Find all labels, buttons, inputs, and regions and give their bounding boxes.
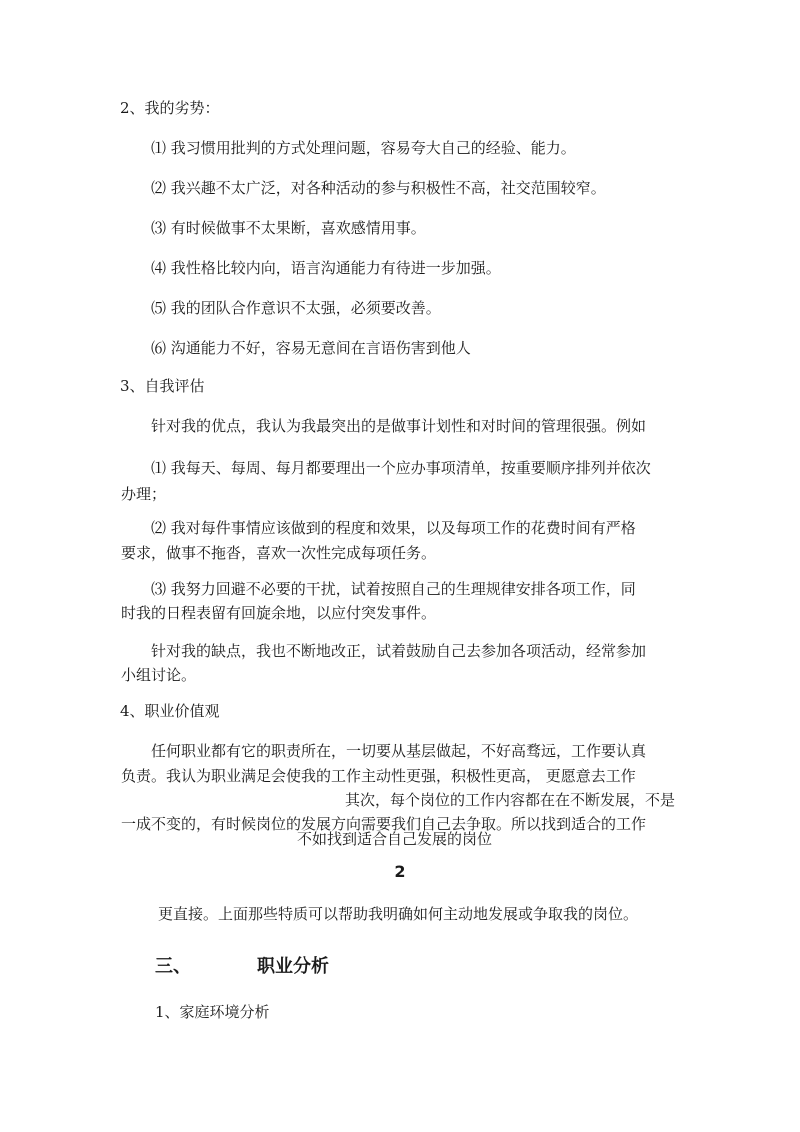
continuation-text: 更直接。上面那些特质可以帮助我明确如何主动地发展或争取我的岗位。 bbox=[158, 905, 639, 923]
self-assessment-intro: 针对我的优点，我认为我最突出的是做事计划性和对时间的管理很强。例如 bbox=[151, 417, 647, 435]
self-assessment-heading: 3、自我评估 bbox=[120, 377, 205, 395]
section-three-number: 三、 bbox=[155, 956, 191, 977]
strength-item-3-line2: 时我的日程表留有回旋余地，以应付突发事件。 bbox=[121, 604, 437, 622]
strength-item-1-line1: ⑴ 我每天、每周、每月都要理出一个应办事项清单，按重要顺序排列并依次 bbox=[151, 459, 651, 477]
career-values-line1: 任何职业都有它的职责所在，一切要从基层做起，不好高骛远，工作要认真 bbox=[151, 742, 647, 760]
weakness-item-3: ⑶ 有时候做事不太果断，喜欢感情用事。 bbox=[151, 219, 426, 237]
family-environment-heading: 1、家庭环境分析 bbox=[155, 1003, 270, 1021]
self-assessment-closing-line2: 小组讨论。 bbox=[121, 666, 197, 684]
weakness-item-6: ⑹ 沟通能力不好，容易无意间在言语伤害到他人 bbox=[151, 339, 471, 357]
self-assessment-closing-line1: 针对我的缺点，我也不断地改正，试着鼓励自己去参加各项活动，经常参加 bbox=[151, 642, 647, 660]
strength-item-1-line2: 办理； bbox=[121, 485, 167, 503]
career-values-heading: 4、职业价值观 bbox=[120, 702, 220, 720]
section-three-title: 职业分析 bbox=[257, 956, 329, 977]
career-values-line3: 其次，每个岗位的工作内容都在在不断发展，不是 bbox=[345, 791, 676, 809]
strength-item-3-line1: ⑶ 我努力回避不必要的干扰，试着按照自己的生理规律安排各项工作，同 bbox=[151, 580, 636, 598]
weaknesses-heading: 2、我的劣势： bbox=[120, 99, 220, 117]
page-number: 2 bbox=[394, 862, 406, 881]
strength-item-2-line2: 要求，做事不拖沓，喜欢一次性完成每项任务。 bbox=[121, 544, 437, 562]
weakness-item-1: ⑴ 我习惯用批判的方式处理问题，容易夸大自己的经验、能力。 bbox=[151, 139, 576, 157]
weakness-item-5: ⑸ 我的团队合作意识不太强，必须要改善。 bbox=[151, 299, 441, 317]
career-values-line2: 负责。我认为职业满足会使我的工作主动性更强，积极性更高， 更愿意去工作 bbox=[121, 767, 636, 785]
weakness-item-2: ⑵ 我兴趣不太广泛，对各种活动的参与积极性不高，社交范围较窄。 bbox=[151, 179, 606, 197]
strength-item-2-line1: ⑵ 我对每件事情应该做到的程度和效果，以及每项工作的花费时间有严格 bbox=[151, 519, 636, 537]
career-values-line5: 不如找到适合自己发展的岗位 bbox=[297, 830, 493, 848]
career-values-line4: 一成不变的，有时候岗位的发展方向需要我们自己去争取。所以找到适合的工作 bbox=[121, 815, 647, 833]
weakness-item-4: ⑷ 我性格比较内向，语言沟通能力有待进一步加强。 bbox=[151, 259, 501, 277]
